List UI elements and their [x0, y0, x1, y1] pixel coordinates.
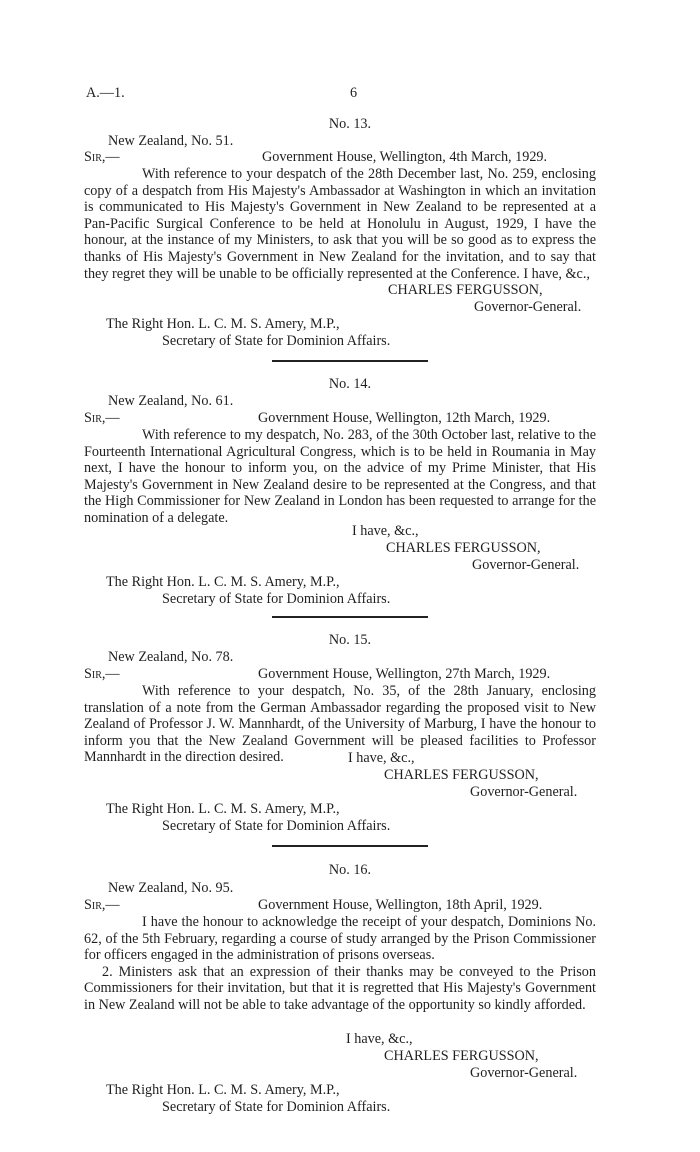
location-date: Government House, Wellington, 27th March, 1929. — [258, 666, 551, 682]
signatory-title: Governor-General. — [472, 557, 580, 573]
despatch-number: No. 14. — [328, 376, 372, 392]
paragraph: With reference to my despatch, No. 283, of the 30th October last, relative to the Fourteenth International Agricultural Congress, which is to be held in Roumania in May next, I have the honour to inform you, on the advice of my Prime Minister, that His Majesty's Government in New Zealand desire to be represented at the Congress, and that the High Commissioner for New Zealand in London has been requested to arrange for the nomination of a delegate. — [84, 427, 596, 526]
salutation: Sir,— — [84, 897, 120, 913]
addressee-office: Secretary of State for Dominion Affairs. — [162, 333, 391, 349]
despatch-reference: New Zealand, No. 95. — [108, 880, 234, 896]
letter-body — [84, 914, 596, 1014]
closing: I have, &c., — [352, 523, 419, 539]
despatch-number: No. 13. — [328, 116, 372, 132]
section-divider — [272, 616, 428, 618]
signature: CHARLES FERGUSSON, — [384, 767, 539, 783]
section-divider — [272, 360, 428, 362]
location-date: Government House, Wellington, 4th March, 1929. — [262, 149, 548, 165]
location-date: Government House, Wellington, 18th April, 1929. — [258, 897, 543, 913]
addressee-name: The Right Hon. L. C. M. S. Amery, M.P., — [106, 574, 340, 590]
paper-reference: A.—1. — [86, 85, 125, 101]
despatch-reference: New Zealand, No. 51. — [108, 133, 234, 149]
page-number: 6 — [350, 85, 358, 101]
despatch-reference: New Zealand, No. 78. — [108, 649, 234, 665]
addressee-name: The Right Hon. L. C. M. S. Amery, M.P., — [106, 316, 340, 332]
signatory-title: Governor-General. — [470, 1065, 578, 1081]
paragraph: I have the honour to acknowledge the receipt of your despatch, Dominions No. 62, of the 5th February, regarding a course of study arranged by the Prison Commissioner for officers engaged in the administration of prisons overseas. — [84, 914, 596, 964]
closing: I have, &c., — [348, 750, 415, 766]
signature: CHARLES FERGUSSON, — [386, 540, 541, 556]
closing: I have, &c., — [346, 1031, 413, 1047]
paragraph: With reference to your despatch of the 28th December last, No. 259, enclosing copy of a despatch from His Majesty's Ambassador at Washington in which an invitation is communicated to His Majesty's Government in New Zealand to be represented at a Pan-Pacific Surgical Conference to be held at Honolulu in August, 1929, I have the honour, at the instance of my Ministers, to ask that you will be so good as to express the thanks of His Majesty's Government in New Zealand for the invitation, and to say that they regret they will be unable to be officially represented at the Conference. I have, &c., — [84, 166, 596, 282]
letter-body — [84, 166, 596, 282]
despatch-number: No. 16. — [328, 862, 372, 878]
salutation: Sir,— — [84, 149, 120, 165]
signature: CHARLES FERGUSSON, — [384, 1048, 539, 1064]
salutation: Sir,— — [84, 666, 120, 682]
addressee-name: The Right Hon. L. C. M. S. Amery, M.P., — [106, 801, 340, 817]
despatch-number: No. 15. — [328, 632, 372, 648]
signature: CHARLES FERGUSSON, — [388, 282, 543, 298]
signatory-title: Governor-General. — [470, 784, 578, 800]
addressee-name: The Right Hon. L. C. M. S. Amery, M.P., — [106, 1082, 340, 1098]
addressee-office: Secretary of State for Dominion Affairs. — [162, 591, 391, 607]
location-date: Government House, Wellington, 12th March, 1929. — [258, 410, 551, 426]
salutation: Sir,— — [84, 410, 120, 426]
section-divider — [272, 845, 428, 847]
letter-body — [84, 683, 596, 766]
signatory-title: Governor-General. — [474, 299, 582, 315]
paragraph: 2. Ministers ask that an expression of their thanks may be conveyed to the Prison Commissioners for their invitation, but that it is regretted that His Majesty's Government in New Zealand will not be able to take advantage of the opportunity so kindly afforded. — [84, 963, 596, 1013]
addressee-office: Secretary of State for Dominion Affairs. — [162, 818, 391, 834]
paragraph: With reference to your despatch, No. 35, of the 28th January, enclosing translation of a note from the German Ambassador regarding the proposed visit to New Zealand of Professor J. W. Mannhardt, of the University of Marburg, I have the honour to inform you that the New Zealand Government will be pleased facilities to Professor Mannhardt in the direction desired. — [84, 683, 596, 766]
despatch-reference: New Zealand, No. 61. — [108, 393, 234, 409]
letter-body — [84, 427, 596, 527]
addressee-office: Secretary of State for Dominion Affairs. — [162, 1099, 391, 1115]
